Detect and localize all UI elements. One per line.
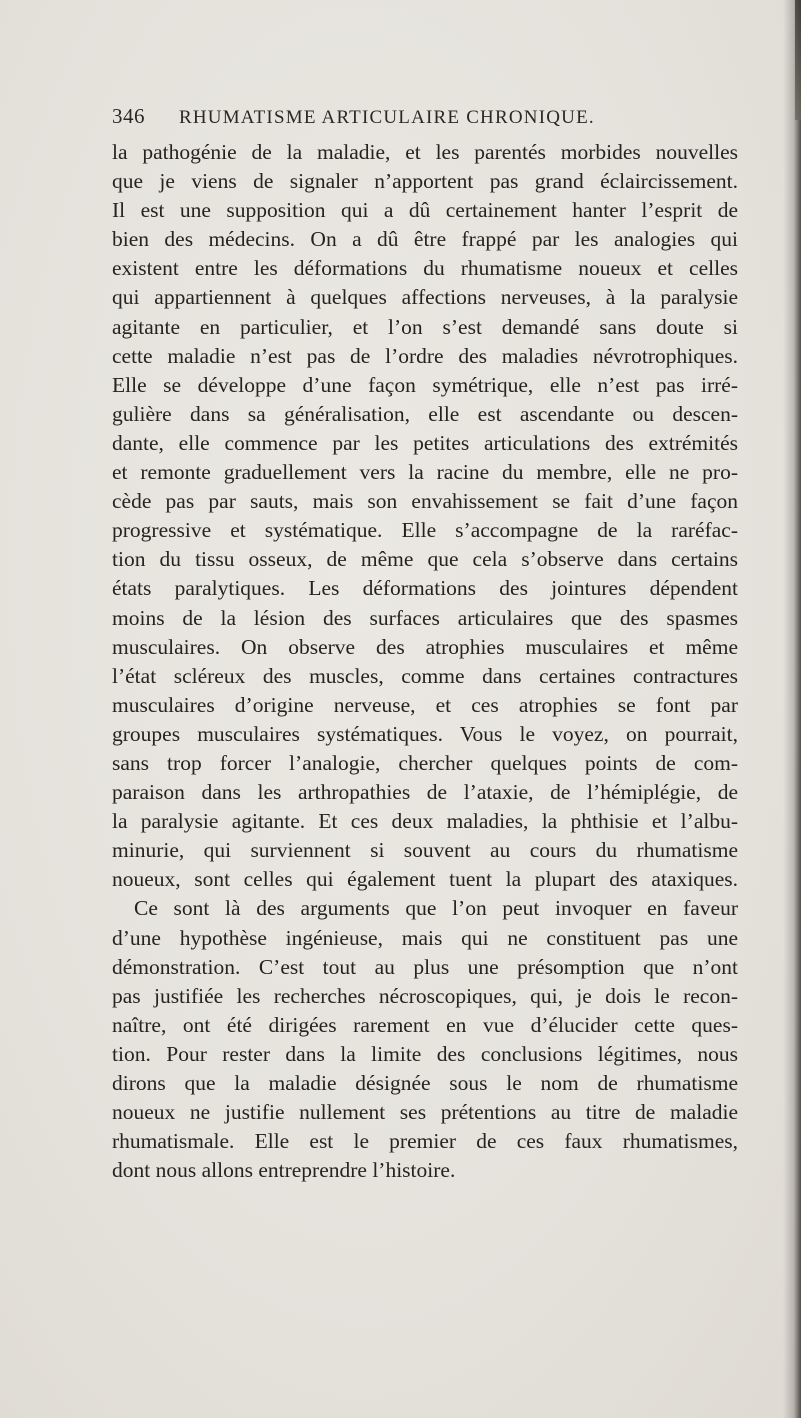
page-edge-shadow xyxy=(783,0,801,1418)
text-line: Il est une supposition qui a dû certainement hanter l’esprit de xyxy=(112,198,738,223)
text-line: rhumatismale. Elle est le premier de ces faux rhumatismes, xyxy=(112,1129,738,1154)
text-line: démonstration. C’est tout au plus une présomption que n’ont xyxy=(112,954,738,979)
text-line: dante, elle commence par les petites articulations des extrémités xyxy=(112,430,738,455)
text-line: bien des médecins. On a dû être frappé par les analogies qui xyxy=(112,227,738,252)
text-line: dont nous allons entreprendre l’histoire. xyxy=(112,1158,456,1183)
text-line: gulière dans sa généralisation, elle est ascendante ou descen- xyxy=(112,401,738,426)
text-line: Ce sont là des arguments que l’on peut invoquer en faveur xyxy=(134,896,738,921)
text-line: groupes musculaires systématiques. Vous le voyez, on pourrait, xyxy=(112,721,738,746)
text-line: et remonte graduellement vers la racine du membre, elle ne pro- xyxy=(112,460,738,485)
text-line: agitante en particulier, et l’on s’est demandé sans doute si xyxy=(112,314,738,339)
text-line: cède pas par sauts, mais son envahissement se fait d’une façon xyxy=(112,489,738,514)
text-line: naître, ont été dirigées rarement en vue d’élucider cette ques- xyxy=(112,1012,738,1037)
text-line: musculaires d’origine nerveuse, et ces atrophies se font par xyxy=(112,692,738,717)
body-text xyxy=(112,138,738,1185)
page-edge-mark xyxy=(795,0,801,120)
text-line: dirons que la maladie désignée sous le nom de rhumatisme xyxy=(112,1071,738,1095)
text-line: noueux, sont celles qui également tuent la plupart des ataxiques. xyxy=(112,867,738,892)
text-line: d’une hypothèse ingénieuse, mais qui ne constituent pas une xyxy=(112,925,738,950)
text-line: pas justifiée les recherches nécroscopiques, qui, je dois le recon- xyxy=(112,983,738,1008)
text-line: la paralysie agitante. Et ces deux maladies, la phthisie et l’albu- xyxy=(112,809,738,834)
text-line: qui appartiennent à quelques affections nerveuses, à la paralysie xyxy=(112,285,738,310)
page-number: 346 xyxy=(112,104,145,128)
text-line: tion. Pour rester dans la limite des conclusions légitimes, nous xyxy=(112,1041,738,1066)
text-line: paraison dans les arthropathies de l’ataxie, de l’hémiplégie, de xyxy=(112,780,738,805)
text-line: musculaires. On observe des atrophies musculaires et même xyxy=(112,634,738,659)
text-line: minurie, qui surviennent si souvent au cours du rhumatisme xyxy=(112,838,738,863)
text-line: tion du tissu osseux, de même que cela s’observe dans certains xyxy=(112,547,738,572)
text-line: existent entre les déformations du rhumatisme noueux et celles xyxy=(112,256,738,281)
text-line: Elle se développe d’une façon symétrique, elle n’est pas irré- xyxy=(112,372,738,397)
text-line: états paralytiques. Les déformations des jointures dépendent xyxy=(112,576,738,601)
text-line: cette maladie n’est pas de l’ordre des maladies névrotrophiques. xyxy=(112,343,738,368)
running-header xyxy=(112,104,732,134)
text-line: sans trop forcer l’analogie, chercher quelques points de com- xyxy=(112,750,738,775)
text-line: noueux ne justifie nullement ses prétentions au titre de maladie xyxy=(112,1100,738,1125)
text-line: que je viens de signaler n’apportent pas grand éclaircissement. xyxy=(112,169,738,194)
text-line: la pathogénie de la maladie, et les parentés morbides nouvelles xyxy=(112,140,738,164)
running-title: RHUMATISME ARTICULAIRE CHRONIQUE. xyxy=(179,107,595,128)
text-line: progressive et systématique. Elle s’accompagne de la raréfac- xyxy=(112,518,738,543)
text-line: moins de la lésion des surfaces articulaires que des spasmes xyxy=(112,605,738,630)
text-line: l’état scléreux des muscles, comme dans certaines contractures xyxy=(112,663,738,688)
